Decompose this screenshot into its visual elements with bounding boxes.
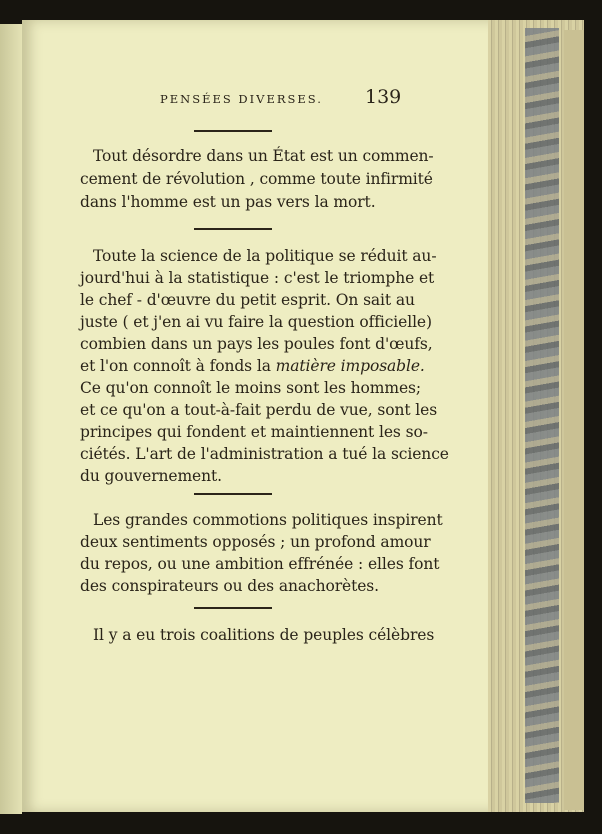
text-span: et l'on connoît à fonds la [80,357,271,375]
italic-term: matière imposable. [275,357,425,375]
text-line: combien dans un pays les poules font d'œufs, [80,335,433,353]
text-line: juste ( et j'en ai vu faire la question officielle) [80,313,432,331]
text-line: deux sentiments opposés ; un profond amour [80,533,431,551]
running-title: PENSÉES DIVERSES. [160,92,323,106]
text-line: dans l'homme est un pas vers la mort. [80,193,376,211]
text-line: jourd'hui à la statistique : c'est le triomphe et [80,269,435,287]
text-line: Il y a eu trois coalitions de peuples célèbres [93,626,435,644]
section-rule [194,130,272,132]
text-line: Tout désordre dans un État est un commen- [93,147,434,165]
section-rule [194,493,272,495]
facing-page-edge [0,24,22,814]
text-line: principes qui fondent et maintiennent les so- [80,423,428,441]
section-rule [194,607,272,609]
text-line: et ce qu'on a tout-à-fait perdu de vue, sont les [80,401,438,419]
text-line: du gouvernement. [80,467,222,485]
text-line: des conspirateurs ou des anachorètes. [80,577,379,595]
marbled-edge [525,28,559,803]
text-line: ciétés. L'art de l'administration a tué la science [80,445,449,463]
text-line: le chef - d'œuvre du petit esprit. On sait au [80,291,415,309]
text-line: Les grandes commotions politiques inspirent [93,511,443,529]
page-number: 139 [365,86,402,108]
text-line: cement de révolution , comme toute infirmité [80,170,433,188]
text-line [80,357,425,375]
text-line: du repos, ou une ambition effrénée : elles font [80,555,440,573]
text-line: Ce qu'on connoît le moins sont les hommes; [80,379,421,397]
text-line: Toute la science de la politique se réduit au- [93,247,437,265]
section-rule [194,228,272,230]
